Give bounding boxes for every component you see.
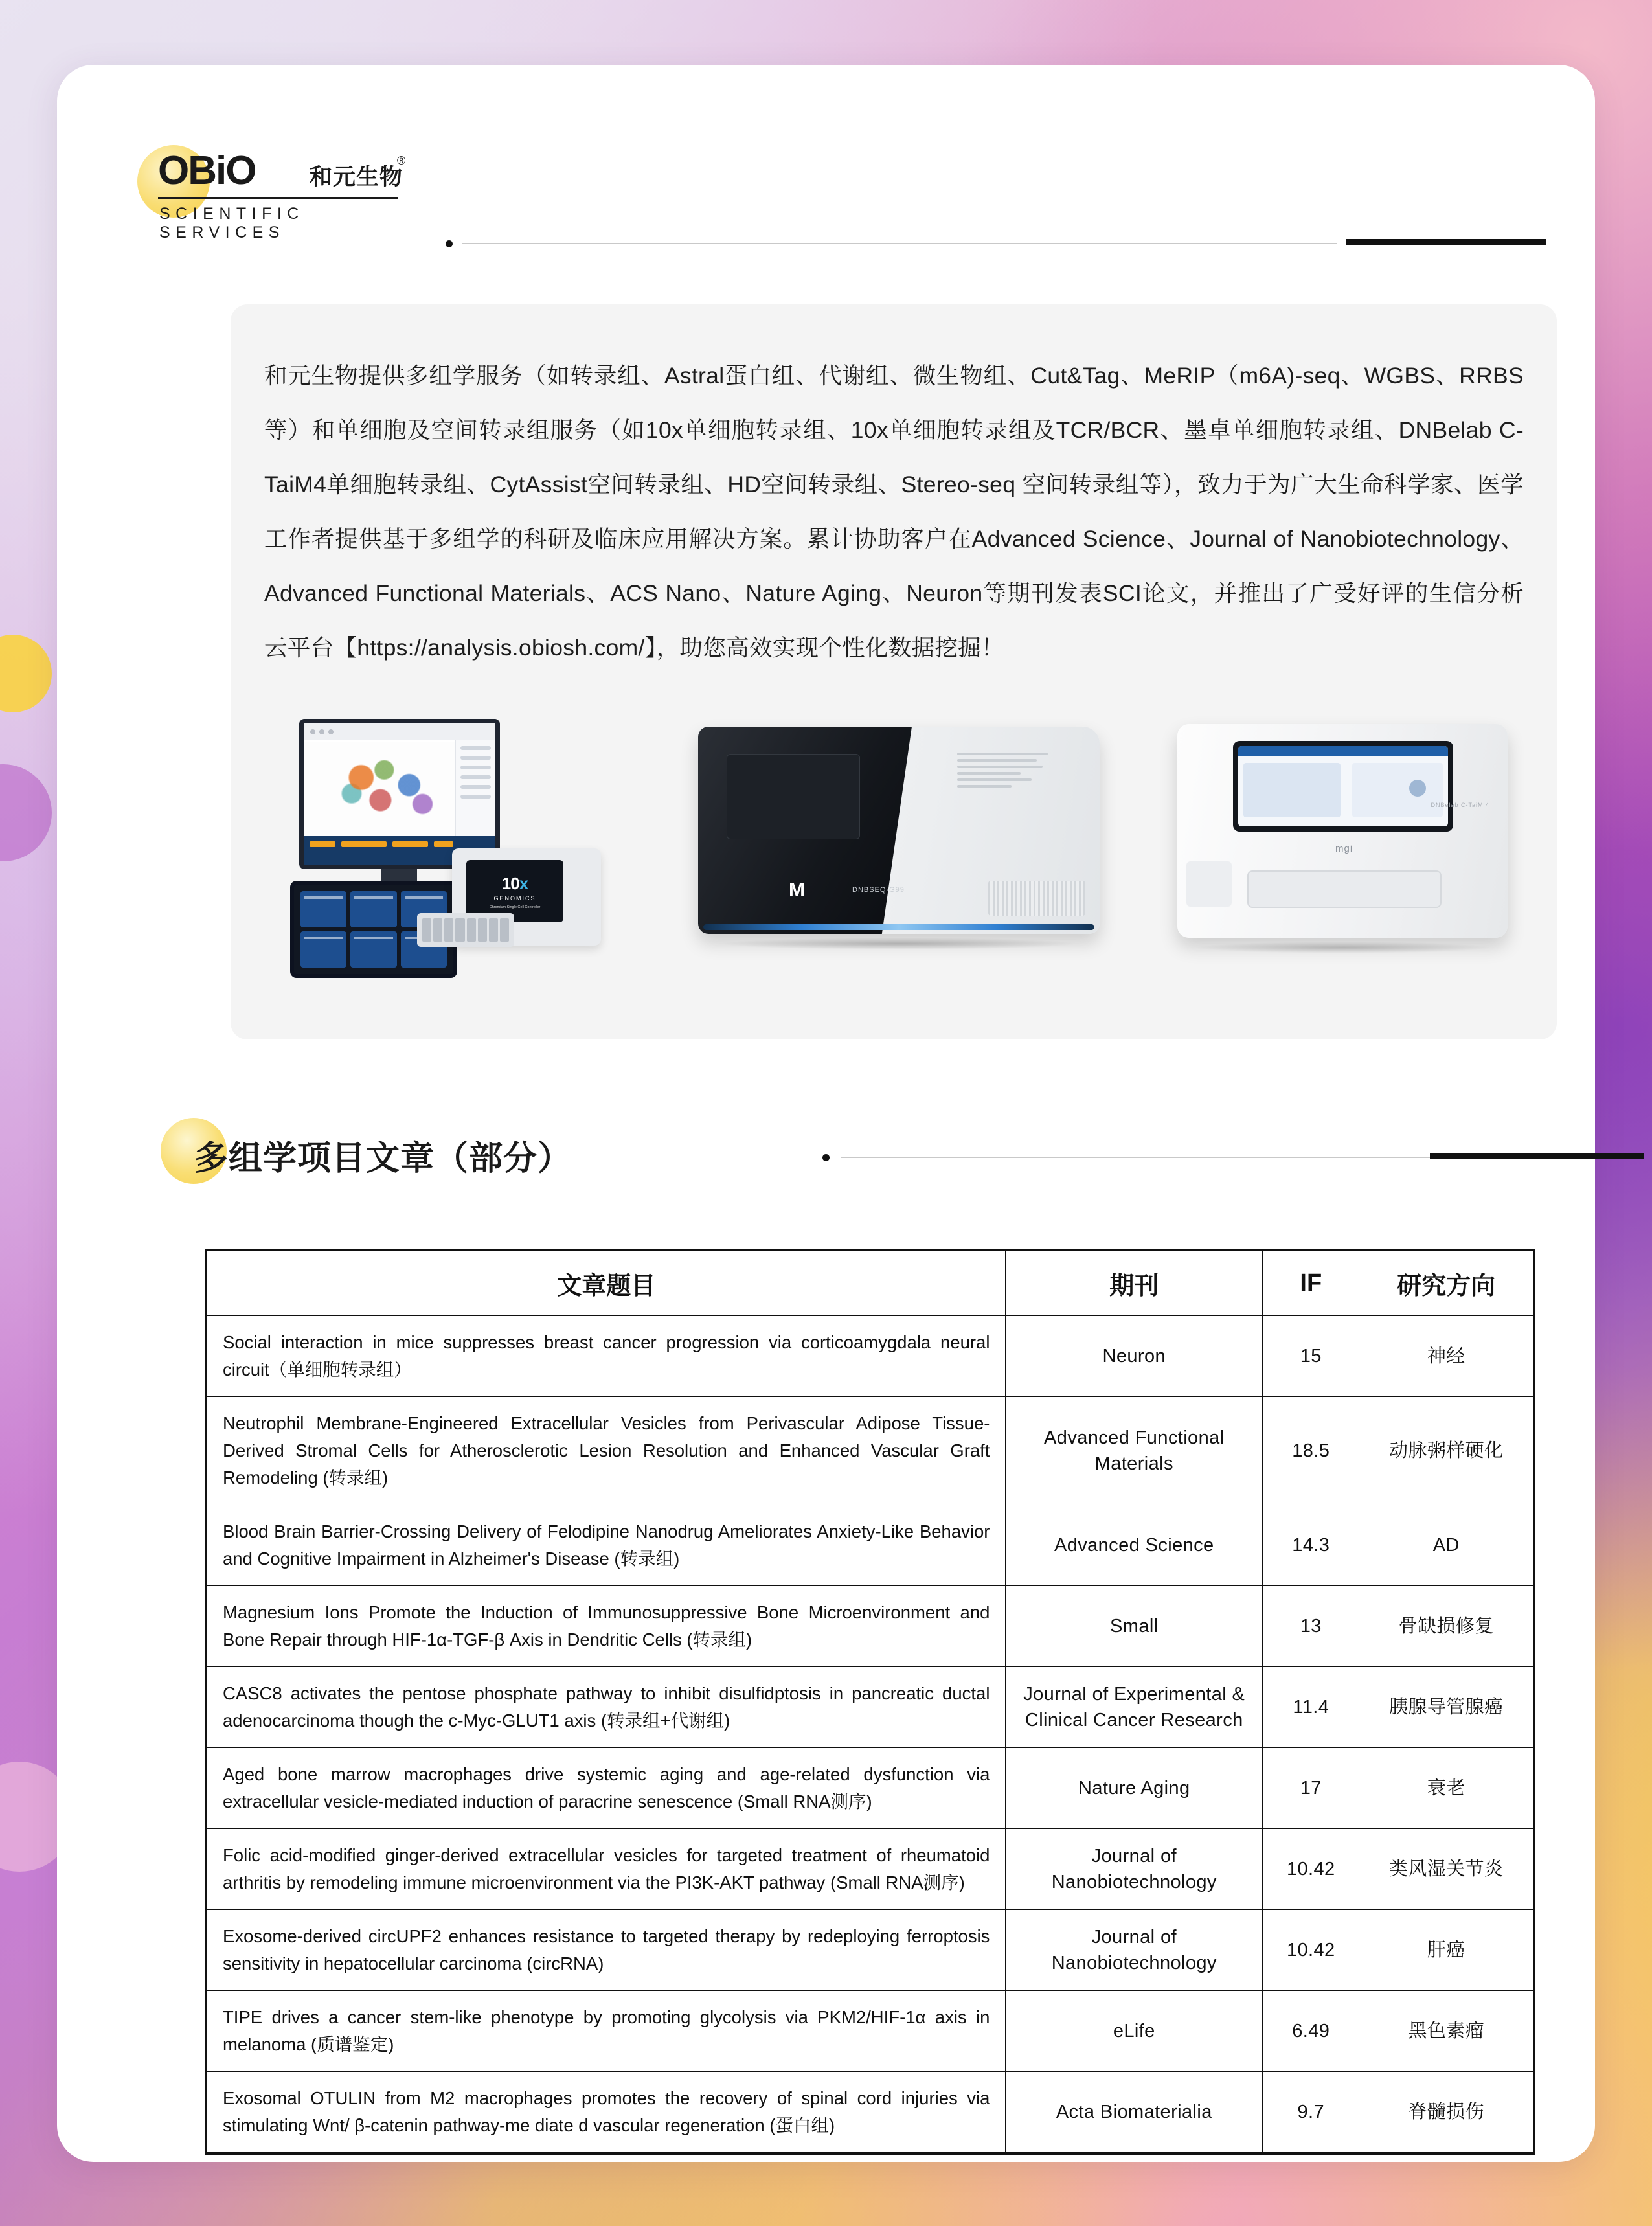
table-row xyxy=(207,1829,1533,1910)
table-row xyxy=(207,1991,1533,2072)
sequencer-shadow xyxy=(718,938,1080,949)
logo-wordmark: OBiO xyxy=(158,148,256,193)
cell-field: 衰老 xyxy=(1359,1748,1533,1829)
column-header-title: 文章题目 xyxy=(207,1251,1006,1316)
table-header-row xyxy=(207,1251,1533,1316)
mgi-screen-panel-left xyxy=(1243,763,1341,817)
cell-if: 17 xyxy=(1263,1748,1359,1829)
section-title: 多组学项目文章（部分） xyxy=(194,1140,572,1177)
cell-if: 18.5 xyxy=(1263,1397,1359,1505)
mgi-model-label: DNBelab C-TaiM 4 xyxy=(1431,802,1489,808)
brand-logo xyxy=(135,117,407,242)
cell-title: Neutrophil Membrane-Engineered Extracellular Vesicles from Perivascular Adipose Tissue-Derived Stromal Cells for Atherosclerotic Lesion Resolution and Enhanced Vascular Graft Remodeling (转录组) xyxy=(207,1397,1006,1505)
sequencer-logo-label: M xyxy=(789,880,805,901)
cell-title: Magnesium Ions Promote the Induction of Immunosuppressive Bone Microenvironment and Bone Repair through HIF-1α-TGF-β Axis in Dendritic Cells (转录组) xyxy=(207,1586,1006,1667)
mgi-logo-label: mgi xyxy=(1335,843,1353,854)
analysis-monitor-image xyxy=(299,719,500,869)
cell-title: Social interaction in mice suppresses breast cancer progression via corticoamygdala neural circuit（单细胞转录组） xyxy=(207,1316,1006,1397)
tenx-note-label: Chromium Single Cell Controller xyxy=(489,905,541,909)
table-row xyxy=(207,1667,1533,1748)
mgi-instrument-image xyxy=(1177,724,1521,977)
cell-title: Exosome-derived circUPF2 enhances resistance to targeted therapy by redeploying ferroptosis sensitivity in hepatocellular carcinoma (circRNA) xyxy=(207,1910,1006,1991)
logo-divider xyxy=(158,197,398,199)
cell-field: 类风湿关节炎 xyxy=(1359,1829,1533,1910)
tenx-logo-label: 10x xyxy=(501,873,528,893)
cell-journal: Advanced Functional Materials xyxy=(1006,1397,1263,1505)
mgi-screen-ui xyxy=(1238,746,1448,826)
cell-if: 6.49 xyxy=(1263,1991,1359,2072)
cell-field: 黑色素瘤 xyxy=(1359,1991,1533,2072)
monitor-topbar xyxy=(304,723,495,740)
sequencer-label-lines xyxy=(957,753,1048,798)
sequencer-vent xyxy=(988,881,1085,916)
sequencer-image xyxy=(698,727,1100,973)
column-header-field: 研究方向 xyxy=(1359,1251,1533,1316)
column-header-if: IF xyxy=(1263,1251,1359,1316)
cell-field: 神经 xyxy=(1359,1316,1533,1397)
table-row xyxy=(207,1910,1533,1991)
cell-if: 9.7 xyxy=(1263,2072,1359,2153)
cell-title: Folic acid-modified ginger-derived extracellular vesicles for targeted treatment of rheumatoid arthritis by remodeling immune microenvironment via the PI3K-AKT pathway (Small RNA测序) xyxy=(207,1829,1006,1910)
cell-journal: eLife xyxy=(1006,1991,1263,2072)
sequencer-door xyxy=(727,754,860,839)
cell-if: 15 xyxy=(1263,1316,1359,1397)
mgi-side-panel xyxy=(1186,861,1232,907)
cell-journal: Neuron xyxy=(1006,1316,1263,1397)
mgi-body xyxy=(1177,724,1508,938)
registered-trademark-icon: ® xyxy=(397,154,406,167)
cell-title: Blood Brain Barrier-Crossing Delivery of Felodipine Nanodrug Ameliorates Anxiety-Like Behavior and Cognitive Impairment in Alzheimer's Disease (转录组) xyxy=(207,1505,1006,1586)
cell-if: 13 xyxy=(1263,1586,1359,1667)
monitor-sidebar xyxy=(455,740,495,836)
table-row xyxy=(207,1316,1533,1397)
table-row xyxy=(207,1505,1533,1586)
cell-journal: Journal of Nanobiotechnology xyxy=(1006,1829,1263,1910)
cell-field: 肝癌 xyxy=(1359,1910,1533,1991)
table-row xyxy=(207,1748,1533,1829)
section-heading xyxy=(161,1114,1546,1198)
cell-title: Aged bone marrow macrophages drive systemic aging and age-related dysfunction via extracellular vesicle-mediated induction of paracrine senescence (Small RNA测序) xyxy=(207,1748,1006,1829)
sequencer-dark-panel xyxy=(698,727,912,934)
heading-dot-icon xyxy=(822,1154,830,1161)
mgi-screen-titlebar xyxy=(1238,746,1448,756)
heading-thin-line xyxy=(841,1157,1488,1158)
table-row xyxy=(207,2072,1533,2153)
cell-journal: Acta Biomaterialia xyxy=(1006,2072,1263,2153)
cell-journal: Nature Aging xyxy=(1006,1748,1263,1829)
column-header-journal: 期刊 xyxy=(1006,1251,1263,1316)
cell-journal: Journal of Nanobiotechnology xyxy=(1006,1910,1263,1991)
instrument-images xyxy=(271,712,1521,991)
cell-if: 11.4 xyxy=(1263,1667,1359,1748)
sequencer-light-strip xyxy=(703,924,1094,930)
cell-journal: Advanced Science xyxy=(1006,1505,1263,1586)
intro-paragraph: 和元生物提供多组学服务（如转录组、Astral蛋白组、代谢组、微生物组、Cut&Tag、MeRIP（m6A)-seq、WGBS、RRBS等）和单细胞及空间转录组服务（如10x单细胞转录组、10x单细胞转录组及TCR/BCR、墨卓单细胞转录组、DNBelab C-TaiM4单细胞转录组、CytAssist空间转录组、HD空间转录组、Stereo-seq 空间转录组等），致力于为广大生命科学家、医学工作者提供基于多组学的科研及临床应用解决方案。累计协助客户在Advanced Science、Journal of Nanobiotechnology、Advanced Functional Materials、ACS Nano、Nature Aging、Neuron等期刊发表SCI论文，并推出了广受好评的生信分析云平台【https://analysis.obiosh.com/】，助您高效实现个性化数据挖掘！ xyxy=(264,363,1524,661)
mgi-drawer xyxy=(1247,870,1442,908)
cell-journal: Journal of Experimental & Clinical Cancer Research xyxy=(1006,1667,1263,1748)
cell-title: Exosomal OTULIN from M2 macrophages promotes the recovery of spinal cord injuries via stimulating Wnt/ β-catenin pathway-me diate d vascular regeneration (蛋白组) xyxy=(207,2072,1006,2153)
publications-table xyxy=(205,1249,1535,2155)
header-thick-line xyxy=(1346,239,1546,245)
cell-if: 10.42 xyxy=(1263,1910,1359,1991)
cell-field: 动脉粥样硬化 xyxy=(1359,1397,1533,1505)
table-row xyxy=(207,1397,1533,1505)
header-dot-icon xyxy=(446,240,453,247)
mgi-shadow xyxy=(1194,942,1492,953)
page-card xyxy=(57,65,1595,2162)
decorative-blob-purple xyxy=(0,764,52,861)
sequencer-body xyxy=(698,727,1100,934)
cell-field: 骨缺损修复 xyxy=(1359,1586,1533,1667)
sequencer-brand-label: DNBSEQ-G99 xyxy=(852,886,905,894)
header-thin-line xyxy=(462,243,1337,244)
cell-journal: Small xyxy=(1006,1586,1263,1667)
logo-tagline: SCIENTIFIC SERVICES xyxy=(159,205,304,242)
decorative-blob-yellow xyxy=(0,635,52,712)
cell-if: 10.42 xyxy=(1263,1829,1359,1910)
mgi-screen-panel-right xyxy=(1352,763,1443,817)
reagent-tray-image xyxy=(417,913,514,947)
cell-field: AD xyxy=(1359,1505,1533,1586)
single-cell-platform-image xyxy=(290,719,627,978)
heading-thick-line xyxy=(1430,1153,1644,1159)
logo-chinese-name: 和元生物 xyxy=(310,165,403,190)
header-decoration xyxy=(446,238,1546,249)
cell-title: CASC8 activates the pentose phosphate pathway to inhibit disulfidptosis in pancreatic ductal adenocarcinoma though the c-Myc-GLUT1 axis (转录组+代谢组) xyxy=(207,1667,1006,1748)
cell-title: TIPE drives a cancer stem-like phenotype by promoting glycolysis via PKM2/HIF-1α axis in melanoma (质谱鉴定) xyxy=(207,1991,1006,2072)
tenx-sub-label: GENOMICS xyxy=(493,894,536,902)
cell-field: 脊髓损伤 xyxy=(1359,2072,1533,2153)
mgi-screen-indicator-icon xyxy=(1409,780,1426,797)
mgi-touchscreen xyxy=(1233,741,1453,832)
cell-if: 14.3 xyxy=(1263,1505,1359,1586)
table-row xyxy=(207,1586,1533,1667)
cell-field: 胰腺导管腺癌 xyxy=(1359,1667,1533,1748)
